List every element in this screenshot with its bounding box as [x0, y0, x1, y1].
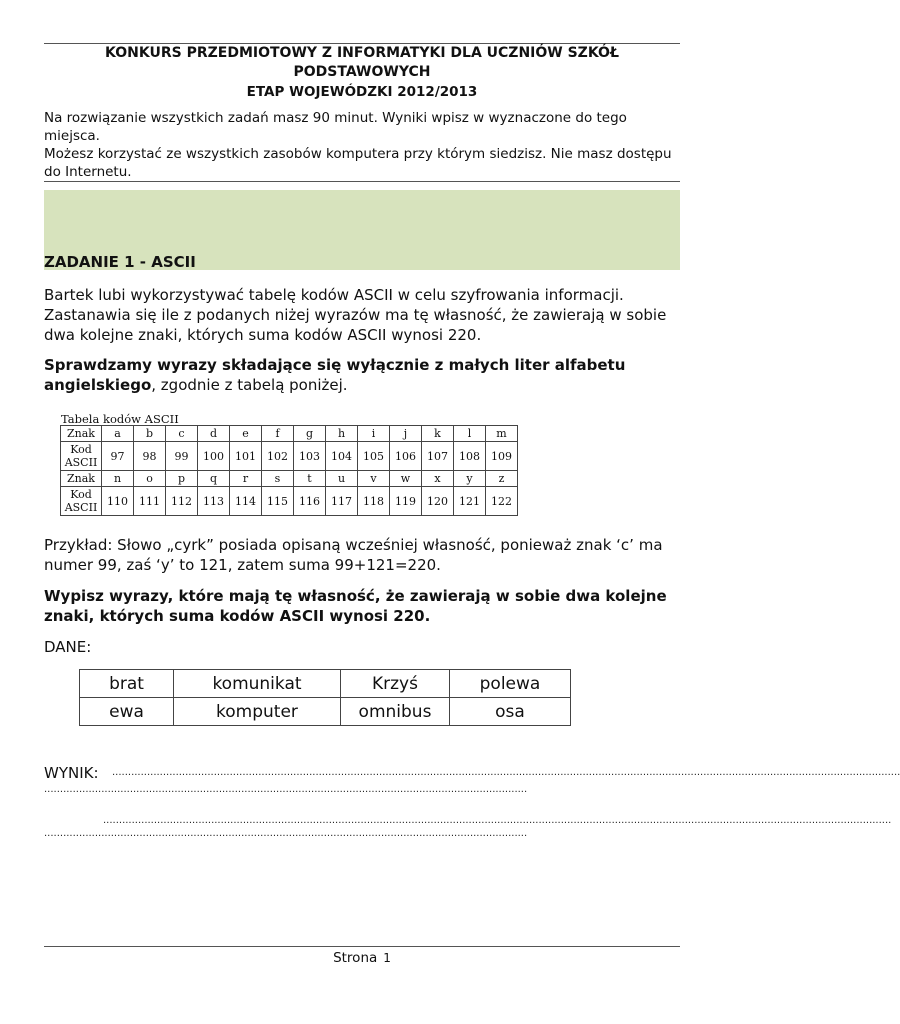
- description-line: Bartek lubi wykorzystywać tabelę kodów ASCII w celu szyfrowania informacji.: [44, 286, 624, 304]
- ascii-char: e: [230, 426, 262, 442]
- ascii-char: l: [454, 426, 486, 442]
- ascii-code: 109: [486, 442, 518, 471]
- ascii-code: 112: [166, 487, 198, 516]
- answer-line[interactable]: ........................................................................................................................................................................................................................................................: [103, 815, 892, 826]
- ascii-code: 111: [134, 487, 166, 516]
- example: [44, 535, 684, 575]
- alphabet-note: [44, 355, 684, 395]
- ascii-char: b: [134, 426, 166, 442]
- instructions: [44, 109, 680, 181]
- word-cell: brat: [80, 670, 174, 698]
- instruction-line: znaki, których suma kodów ASCII wynosi 220.: [44, 607, 431, 625]
- footer-rule: [44, 946, 680, 947]
- answer-line[interactable]: ........................................................................................................................................................................................................................................................: [112, 767, 900, 778]
- answer-line[interactable]: ........................................................................................................................................................: [44, 784, 528, 795]
- words-row: [80, 670, 571, 698]
- ascii-char: x: [422, 471, 454, 487]
- ascii-table-caption: Tabela kodów ASCII: [61, 412, 179, 426]
- ascii-code: 99: [166, 442, 198, 471]
- instruction-line: Wypisz wyrazy, które mają tę własność, że zawierają w sobie dwa kolejne: [44, 587, 667, 605]
- ascii-char: g: [294, 426, 326, 442]
- alphabet-note-rest: , zgodnie z tabelą poniżej.: [151, 376, 348, 394]
- description-line: dwa kolejne znaki, których suma kodów ASCII wynosi 220.: [44, 326, 482, 344]
- word-cell: Krzyś: [341, 670, 450, 698]
- word-cell: ewa: [80, 698, 174, 726]
- code-label: Kod ASCII: [61, 442, 102, 471]
- ascii-code: 115: [262, 487, 294, 516]
- ascii-char: c: [166, 426, 198, 442]
- wynik-label: WYNIK:: [44, 764, 99, 782]
- answer-line[interactable]: ........................................................................................................................................................: [44, 828, 528, 839]
- ascii-code: 108: [454, 442, 486, 471]
- word-cell: komputer: [174, 698, 341, 726]
- ascii-char: w: [390, 471, 422, 487]
- ascii-char: m: [486, 426, 518, 442]
- ascii-char: z: [486, 471, 518, 487]
- page-footer: [0, 950, 724, 966]
- ascii-code: 118: [358, 487, 390, 516]
- ascii-code: 106: [390, 442, 422, 471]
- ascii-char: j: [390, 426, 422, 442]
- instructions-line: Możesz korzystać ze wszystkich zasobów komputera przy którym siedzisz. Nie masz dostępu: [44, 146, 672, 162]
- ascii-char: t: [294, 471, 326, 487]
- title-line-2: PODSTAWOWYCH: [293, 64, 431, 80]
- ascii-code: 122: [486, 487, 518, 516]
- ascii-code: 120: [422, 487, 454, 516]
- ascii-code: 113: [198, 487, 230, 516]
- ascii-char: a: [102, 426, 134, 442]
- ascii-code: 104: [326, 442, 358, 471]
- ascii-char: d: [198, 426, 230, 442]
- ascii-char: q: [198, 471, 230, 487]
- word-cell: komunikat: [174, 670, 341, 698]
- page-label: Strona: [333, 950, 378, 966]
- instructions-line: do Internetu.: [44, 164, 132, 180]
- word-cell: omnibus: [341, 698, 450, 726]
- ascii-code: 117: [326, 487, 358, 516]
- page-number: 1: [383, 951, 391, 965]
- example-line: Przykład: Słowo „cyrk” posiada opisaną wcześniej własność, ponieważ znak ‘c’ ma: [44, 536, 663, 554]
- ascii-char: f: [262, 426, 294, 442]
- ascii-code: 97: [102, 442, 134, 471]
- ascii-char: v: [358, 471, 390, 487]
- dane-label: DANE:: [44, 638, 92, 656]
- words-table: [79, 669, 571, 726]
- ascii-code: 103: [294, 442, 326, 471]
- alphabet-note-bold: angielskiego: [44, 376, 152, 394]
- task-description: [44, 285, 684, 345]
- instructions-line: Na rozwiązanie wszystkich zadań masz 90 minut. Wyniki wpisz w wyznaczone do tego: [44, 110, 627, 126]
- ascii-char: u: [326, 471, 358, 487]
- ascii-char-row: [61, 426, 518, 442]
- intro-rule: [44, 181, 680, 182]
- code-label: Kod ASCII: [61, 487, 102, 516]
- ascii-char: o: [134, 471, 166, 487]
- contest-title: [44, 44, 680, 82]
- ascii-code-row: [61, 442, 518, 471]
- ascii-char: n: [102, 471, 134, 487]
- ascii-code: 98: [134, 442, 166, 471]
- example-line: numer 99, zaś ‘y’ to 121, zatem suma 99+121=220.: [44, 556, 441, 574]
- char-label: Znak: [61, 426, 102, 442]
- ascii-code: 102: [262, 442, 294, 471]
- ascii-code: 119: [390, 487, 422, 516]
- ascii-code: 110: [102, 487, 134, 516]
- stage-subtitle: ETAP WOJEWÓDZKI 2012/2013: [246, 84, 478, 100]
- ascii-char: i: [358, 426, 390, 442]
- alphabet-note-bold: Sprawdzamy wyrazy składające się wyłącznie z małych liter alfabetu: [44, 356, 626, 374]
- ascii-code: 105: [358, 442, 390, 471]
- ascii-char-row: [61, 471, 518, 487]
- ascii-char: p: [166, 471, 198, 487]
- task-instruction: [44, 586, 684, 626]
- description-line: Zastanawia się ile z podanych niżej wyrazów ma tę własność, że zawierają w sobie: [44, 306, 667, 324]
- ascii-char: y: [454, 471, 486, 487]
- ascii-char: h: [326, 426, 358, 442]
- ascii-code: 114: [230, 487, 262, 516]
- char-label: Znak: [61, 471, 102, 487]
- ascii-code: 116: [294, 487, 326, 516]
- title-line-1: KONKURS PRZEDMIOTOWY Z INFORMATYKI DLA UCZNIÓW SZKÓŁ: [105, 45, 619, 61]
- ascii-char: k: [422, 426, 454, 442]
- word-cell: polewa: [450, 670, 571, 698]
- instructions-line: miejsca.: [44, 128, 100, 144]
- ascii-code: 101: [230, 442, 262, 471]
- ascii-code: 107: [422, 442, 454, 471]
- ascii-code: 121: [454, 487, 486, 516]
- ascii-code-row: [61, 487, 518, 516]
- ascii-char: r: [230, 471, 262, 487]
- ascii-code: 100: [198, 442, 230, 471]
- ascii-table: [60, 425, 518, 516]
- task-title: ZADANIE 1 - ASCII: [44, 253, 196, 271]
- words-row: [80, 698, 571, 726]
- ascii-char: s: [262, 471, 294, 487]
- word-cell: osa: [450, 698, 571, 726]
